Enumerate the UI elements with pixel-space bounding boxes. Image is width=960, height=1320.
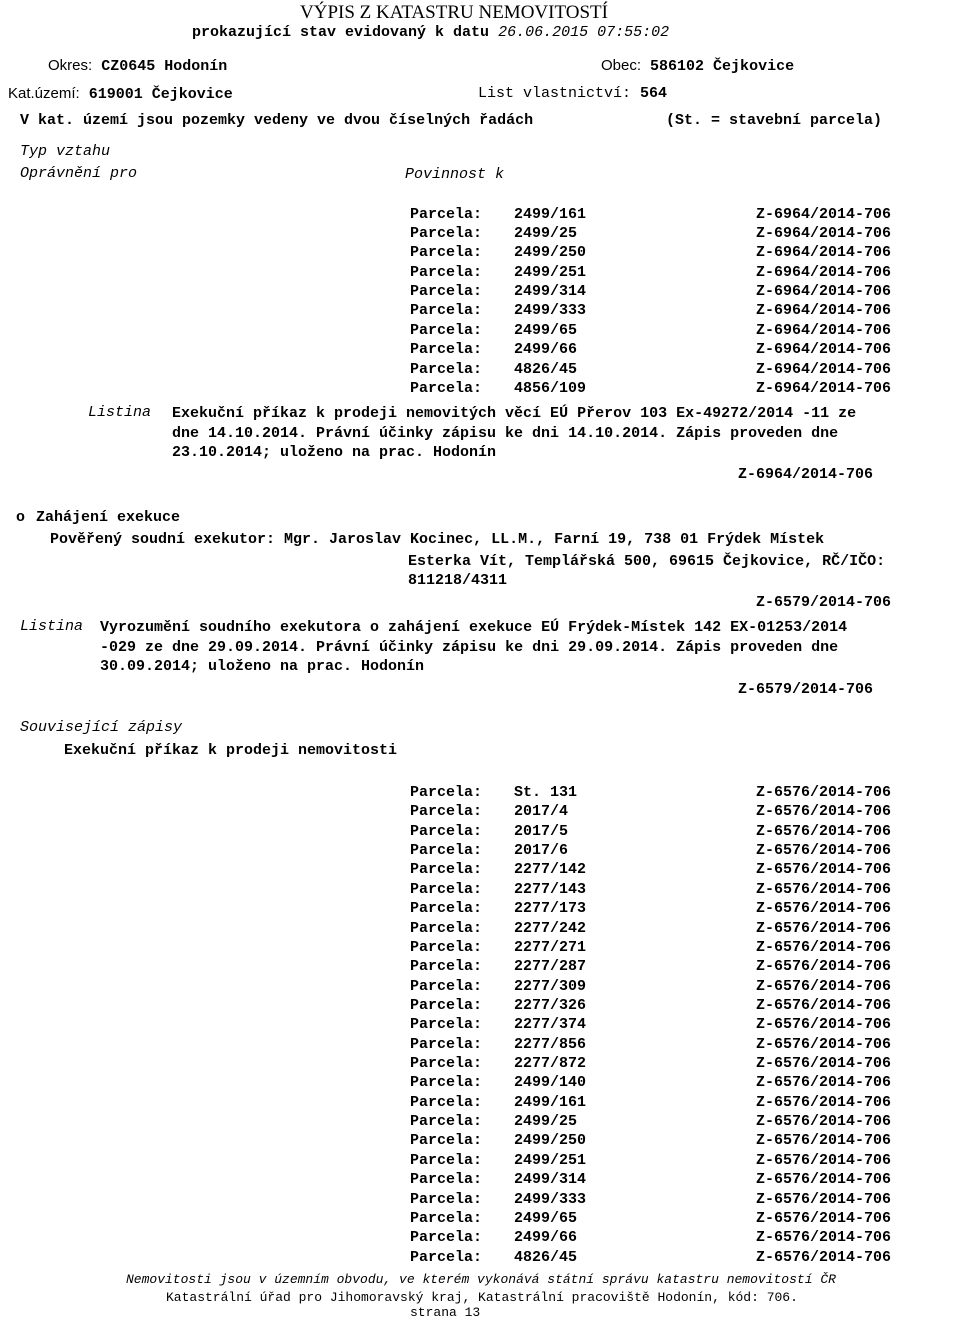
document-subtitle bbox=[192, 24, 669, 41]
parcel-label: Parcela: bbox=[410, 978, 483, 995]
parcel-number: St. 131 bbox=[514, 784, 578, 801]
parcel-ref: Z-6964/2014-706 bbox=[756, 380, 892, 397]
parcel-ref: Z-6576/2014-706 bbox=[756, 803, 892, 820]
parcel-label: Parcela: bbox=[410, 302, 483, 319]
page-number: strana 13 bbox=[410, 1305, 481, 1320]
okres-value: CZ0645 Hodonín bbox=[101, 58, 228, 75]
parcel-number: 4856/109 bbox=[514, 380, 587, 397]
numbering-note: V kat. území jsou pozemky vedeny ve dvou číselných řadách bbox=[20, 112, 534, 129]
souvisejici-title: Exekuční příkaz k prodeji nemovitosti bbox=[64, 742, 398, 759]
parcel-label: Parcela: bbox=[410, 997, 483, 1014]
parcel-ref: Z-6576/2014-706 bbox=[756, 842, 892, 859]
list-label: List vlastnictví: bbox=[478, 85, 632, 102]
listina-line: Vyrozumění soudního exekutora o zahájení exekuce EÚ Frýdek-Místek 142 EX-01253/2014 bbox=[100, 619, 848, 636]
parcel-number: 2017/6 bbox=[514, 842, 569, 859]
parcel-ref: Z-6964/2014-706 bbox=[756, 341, 892, 358]
parcel-label: Parcela: bbox=[410, 1094, 483, 1111]
parcel-label: Parcela: bbox=[410, 842, 483, 859]
parcel-ref: Z-6576/2014-706 bbox=[756, 1113, 892, 1130]
povinny-ref: Z-6579/2014-706 bbox=[756, 594, 892, 611]
parcel-label: Parcela: bbox=[410, 920, 483, 937]
listina-text bbox=[172, 404, 960, 463]
parcel-number: 2499/251 bbox=[514, 1152, 587, 1169]
parcel-ref: Z-6576/2014-706 bbox=[756, 978, 892, 995]
parcel-label: Parcela: bbox=[410, 958, 483, 975]
parcel-ref: Z-6964/2014-706 bbox=[756, 206, 892, 223]
povinny-line-1: Esterka Vít, Templářská 500, 69615 Čejkovice, RČ/IČO: bbox=[408, 553, 886, 570]
parcel-label: Parcela: bbox=[410, 264, 483, 281]
katuzemi-label: Kat.území: bbox=[8, 85, 80, 102]
parcel-ref: Z-6576/2014-706 bbox=[756, 939, 892, 956]
parcel-ref: Z-6964/2014-706 bbox=[756, 225, 892, 242]
parcel-ref: Z-6964/2014-706 bbox=[756, 283, 892, 300]
listina-line: 23.10.2014; uloženo na prac. Hodonín bbox=[172, 444, 497, 461]
parcel-ref: Z-6576/2014-706 bbox=[756, 881, 892, 898]
list-vlastnictvi-field bbox=[478, 85, 667, 102]
parcel-label: Parcela: bbox=[410, 1152, 483, 1169]
document-title: VÝPIS Z KATASTRU NEMOVITOSTÍ bbox=[300, 2, 608, 23]
parcel-number: 2499/161 bbox=[514, 206, 587, 223]
parcel-number: 4826/45 bbox=[514, 1249, 578, 1266]
parcel-label: Parcela: bbox=[410, 861, 483, 878]
parcel-ref: Z-6576/2014-706 bbox=[756, 958, 892, 975]
parcel-number: 2277/242 bbox=[514, 920, 587, 937]
parcel-ref: Z-6964/2014-706 bbox=[756, 302, 892, 319]
footer-line-1: Nemovitosti jsou v územním obvodu, ve kterém vykonává státní správu katastru nemovitostí ČR bbox=[126, 1272, 836, 1287]
parcel-number: 2499/250 bbox=[514, 244, 587, 261]
parcel-ref: Z-6964/2014-706 bbox=[756, 361, 892, 378]
parcel-label: Parcela: bbox=[410, 1016, 483, 1033]
parcel-label: Parcela: bbox=[410, 322, 483, 339]
parcel-number: 2499/66 bbox=[514, 1229, 578, 1246]
parcel-label: Parcela: bbox=[410, 283, 483, 300]
parcel-number: 2277/374 bbox=[514, 1016, 587, 1033]
okres-field bbox=[48, 57, 227, 75]
parcel-label: Parcela: bbox=[410, 225, 483, 242]
parcel-number: 2277/142 bbox=[514, 861, 587, 878]
parcel-number: 2017/4 bbox=[514, 803, 569, 820]
parcel-label: Parcela: bbox=[410, 206, 483, 223]
footer-line-2: Katastrální úřad pro Jihomoravský kraj, Katastrální pracoviště Hodonín, kód: 706. bbox=[166, 1290, 798, 1305]
parcel-label: Parcela: bbox=[410, 900, 483, 917]
parcel-ref: Z-6576/2014-706 bbox=[756, 1229, 892, 1246]
parcel-ref: Z-6576/2014-706 bbox=[756, 1074, 892, 1091]
parcel-number: 2277/173 bbox=[514, 900, 587, 917]
snapshot-date: 26.06.2015 07:55:02 bbox=[498, 24, 670, 41]
parcel-number: 2277/271 bbox=[514, 939, 587, 956]
parcel-ref: Z-6576/2014-706 bbox=[756, 1036, 892, 1053]
parcel-number: 2277/143 bbox=[514, 881, 587, 898]
parcel-number: 2499/25 bbox=[514, 1113, 578, 1130]
parcel-ref: Z-6964/2014-706 bbox=[756, 264, 892, 281]
parcel-number: 2499/25 bbox=[514, 225, 578, 242]
parcel-label: Parcela: bbox=[410, 1036, 483, 1053]
parcel-ref: Z-6576/2014-706 bbox=[756, 920, 892, 937]
listina-line: -029 ze dne 29.09.2014. Právní účinky zápisu ke dni 29.09.2014. Zápis proveden dne bbox=[100, 638, 839, 656]
parcel-number: 2499/66 bbox=[514, 341, 578, 358]
parcel-ref: Z-6964/2014-706 bbox=[756, 322, 892, 339]
column-opravneni-pro: Oprávnění pro bbox=[20, 165, 138, 182]
listina-text bbox=[100, 618, 960, 677]
parcel-number: 2499/333 bbox=[514, 1191, 587, 1208]
subtitle-prefix: prokazující stav evidovaný k datu bbox=[192, 24, 490, 41]
parcel-ref: Z-6576/2014-706 bbox=[756, 900, 892, 917]
parcel-ref: Z-6576/2014-706 bbox=[756, 1152, 892, 1169]
listina-label: Listina bbox=[88, 404, 152, 421]
parcel-number: 2499/314 bbox=[514, 1171, 587, 1188]
parcel-number: 2017/5 bbox=[514, 823, 569, 840]
katuzemi-value: 619001 Čejkovice bbox=[88, 86, 233, 103]
parcel-ref: Z-6576/2014-706 bbox=[756, 784, 892, 801]
parcel-ref: Z-6576/2014-706 bbox=[756, 1132, 892, 1149]
parcel-number: 2499/65 bbox=[514, 1210, 578, 1227]
parcel-label: Parcela: bbox=[410, 1249, 483, 1266]
parcel-label: Parcela: bbox=[410, 380, 483, 397]
section-title-zahajeni: Zahájení exekuce bbox=[36, 509, 181, 526]
parcel-ref: Z-6576/2014-706 bbox=[756, 823, 892, 840]
parcel-label: Parcela: bbox=[410, 939, 483, 956]
column-typ-vztahu: Typ vztahu bbox=[20, 143, 111, 160]
parcel-ref: Z-6576/2014-706 bbox=[756, 1210, 892, 1227]
parcel-ref: Z-6576/2014-706 bbox=[756, 1171, 892, 1188]
parcel-number: 4826/45 bbox=[514, 361, 578, 378]
parcel-number: 2499/161 bbox=[514, 1094, 587, 1111]
parcel-number: 2277/309 bbox=[514, 978, 587, 995]
povinny-line-2: 811218/4311 bbox=[408, 572, 508, 589]
obec-label: Obec: bbox=[601, 57, 642, 74]
katuzemi-field bbox=[8, 85, 233, 103]
listina-line: dne 14.10.2014. Právní účinky zápisu ke dni 14.10.2014. Zápis proveden dne bbox=[172, 424, 839, 442]
parcel-ref: Z-6576/2014-706 bbox=[756, 1055, 892, 1072]
parcel-label: Parcela: bbox=[410, 881, 483, 898]
parcel-label: Parcela: bbox=[410, 361, 483, 378]
parcel-label: Parcela: bbox=[410, 1191, 483, 1208]
souvisejici-label: Související zápisy bbox=[20, 719, 183, 736]
listina-ref: Z-6964/2014-706 bbox=[738, 466, 874, 483]
parcel-ref: Z-6576/2014-706 bbox=[756, 1094, 892, 1111]
parcel-number: 2277/872 bbox=[514, 1055, 587, 1072]
listina-line: 30.09.2014; uloženo na prac. Hodonín bbox=[100, 658, 425, 675]
parcel-ref: Z-6576/2014-706 bbox=[756, 1191, 892, 1208]
exekutor-line: Pověřený soudní exekutor: Mgr. Jaroslav Kocinec, LL.M., Farní 19, 738 01 Frýdek Místek bbox=[50, 531, 825, 548]
parcel-label: Parcela: bbox=[410, 1210, 483, 1227]
bullet-icon: o bbox=[16, 509, 26, 526]
obec-field bbox=[601, 57, 794, 75]
listina-label: Listina bbox=[20, 618, 84, 635]
parcel-ref: Z-6576/2014-706 bbox=[756, 997, 892, 1014]
parcel-number: 2499/251 bbox=[514, 264, 587, 281]
listina-line: Exekuční příkaz k prodeji nemovitých věcí EÚ Přerov 103 Ex-49272/2014 -11 ze bbox=[172, 405, 857, 422]
parcel-label: Parcela: bbox=[410, 784, 483, 801]
parcel-label: Parcela: bbox=[410, 1074, 483, 1091]
parcel-label: Parcela: bbox=[410, 1132, 483, 1149]
parcel-ref: Z-6964/2014-706 bbox=[756, 244, 892, 261]
parcel-number: 2277/856 bbox=[514, 1036, 587, 1053]
parcel-number: 2499/314 bbox=[514, 283, 587, 300]
parcel-number: 2277/326 bbox=[514, 997, 587, 1014]
parcel-ref: Z-6576/2014-706 bbox=[756, 1249, 892, 1266]
okres-label: Okres: bbox=[48, 57, 93, 74]
parcel-number: 2499/140 bbox=[514, 1074, 587, 1091]
parcel-ref: Z-6576/2014-706 bbox=[756, 861, 892, 878]
parcel-number: 2499/65 bbox=[514, 322, 578, 339]
parcel-label: Parcela: bbox=[410, 1229, 483, 1246]
parcel-label: Parcela: bbox=[410, 823, 483, 840]
parcel-number: 2277/287 bbox=[514, 958, 587, 975]
numbering-note-legend: (St. = stavební parcela) bbox=[666, 112, 883, 129]
parcel-number: 2499/333 bbox=[514, 302, 587, 319]
parcel-label: Parcela: bbox=[410, 1113, 483, 1130]
parcel-ref: Z-6576/2014-706 bbox=[756, 1016, 892, 1033]
column-povinnost-k: Povinnost k bbox=[405, 166, 505, 183]
parcel-label: Parcela: bbox=[410, 244, 483, 261]
parcel-label: Parcela: bbox=[410, 341, 483, 358]
list-value: 564 bbox=[640, 85, 668, 102]
obec-value: 586102 Čejkovice bbox=[650, 58, 795, 75]
listina-ref: Z-6579/2014-706 bbox=[738, 681, 874, 698]
parcel-label: Parcela: bbox=[410, 1171, 483, 1188]
parcel-label: Parcela: bbox=[410, 1055, 483, 1072]
parcel-label: Parcela: bbox=[410, 803, 483, 820]
parcel-number: 2499/250 bbox=[514, 1132, 587, 1149]
